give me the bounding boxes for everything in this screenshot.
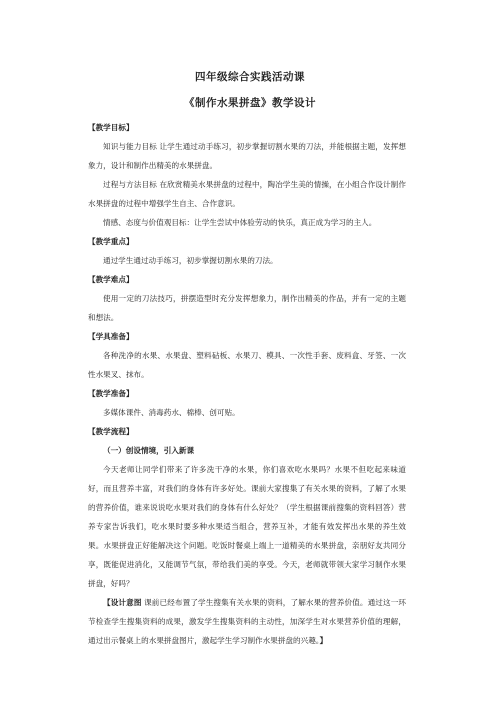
section-heading: 【教学流程】	[88, 427, 134, 436]
paragraph: 通过学生通过动手练习，初步掌握切割水果的刀法。	[103, 256, 278, 265]
section-key-points	[88, 232, 406, 270]
section-student-materials	[88, 327, 406, 384]
section-heading: 【教学难点】	[88, 275, 134, 284]
section-teaching-process	[88, 422, 406, 650]
document-title: 四年级综合实践活动课	[195, 71, 305, 83]
document-subtitle: 《制作水果拼盘》教学设计	[184, 97, 316, 109]
design-intent-text: 课前已经布置了学生搜集有关水果的资料，了解水果的营养价值。通过这一环节检查学生搜集资料的成果，激发学生搜集资料的主动性，加深学生对水果营养价值的理解，通过出示餐桌上的水果拼盘图片，激起学生学习制作水果拼盘的兴趣。	[88, 598, 406, 645]
section-objectives	[88, 118, 406, 232]
design-intent-label: 【设计意图	[103, 598, 142, 607]
design-intent	[88, 593, 406, 650]
document-body	[88, 118, 406, 650]
paragraph: 各种洗净的水果、水果盘、塑料砧板、水果刀、模具、一次性手套、废料盒、牙签、一次性水果叉、抹布。	[88, 351, 406, 379]
design-intent-close: 】	[319, 636, 328, 645]
paragraph: 多媒体课件、消毒药水、棉棒、创可贴。	[103, 408, 240, 417]
step-heading: （一）创设情境，引入新课	[103, 446, 195, 455]
section-difficulties	[88, 270, 406, 327]
paragraph: 过程与方法目标 在欣赏精美水果拼盘的过程中，陶冶学生美的情操，在小组合作设计制作水果拼盘的过程中增强学生自主、合作意识。	[88, 180, 406, 208]
section-heading: 【教学重点】	[88, 237, 134, 246]
paragraph: 使用一定的刀法技巧，拼摆造型时充分发挥想象力，制作出精美的作品，并有一定的主题和想法。	[88, 294, 406, 322]
paragraph: 情感、态度与价值观目标：让学生尝试中体验劳动的快乐，真正成为学习的主人。	[103, 218, 377, 227]
section-heading: 【学具准备】	[88, 332, 134, 341]
section-heading: 【教学目标】	[88, 123, 134, 132]
section-heading: 【教学准备】	[88, 389, 134, 398]
section-teaching-materials	[88, 384, 406, 422]
paragraph: 今天老师让同学们带来了许多洗干净的水果，你们喜欢吃水果吗？水果不但吃起来味道好，而且营养丰富，对我们的身体有许多好处。课前大家搜集了有关水果的资料，了解了水果的营养价值，谁来说说吃水果对我们的身体有什么好处？（学生根据课前搜集的资料回答）营养专家告诉我们，吃水果时要多种水果适当组合，营养互补，才能有效发挥出水果的养生效果。水果拼盘正好能解决这个问题。吃饭时餐桌上端上一道精美的水果拼盘，亲朋好友共同分享，既能促进消化，又能调节气氛，带给我们美的享受。今天，老师就带领大家学习制作水果拼盘，好吗？	[88, 465, 406, 588]
paragraph: 知识与能力目标 让学生通过动手练习，初步掌握切割水果的刀法，并能根据主题，发挥想象力，设计和制作出精美的水果拼盘。	[88, 142, 406, 170]
